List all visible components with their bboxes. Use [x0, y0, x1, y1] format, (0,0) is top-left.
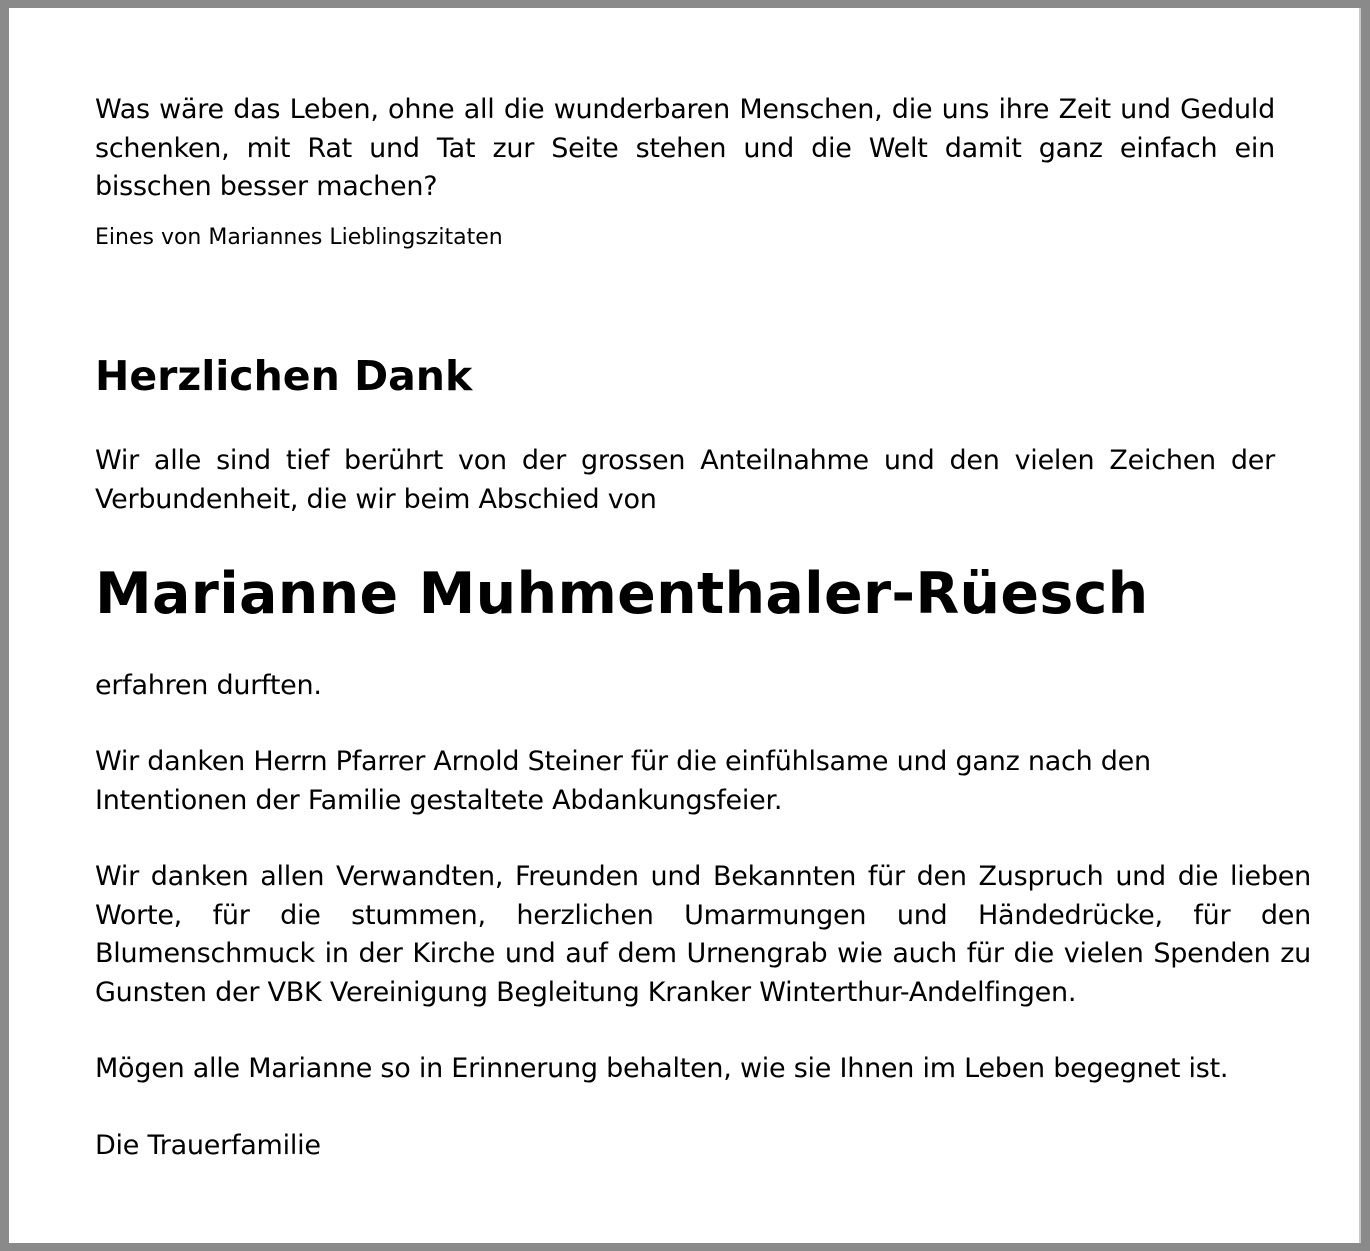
after-name-text: erfahren durften.	[95, 670, 322, 701]
closing-sentence: Mögen alle Marianne so in Erinnerung behalten, wie sie Ihnen im Leben begegnet ist.	[95, 1053, 1229, 1084]
thanks-pastor-paragraph: Wir danken Herrn Pfarrer Arnold Steiner für die einfühlsame und ganz nach den Intentionen der Familie gestaltete Abdankungsfeier.	[95, 746, 1151, 816]
intro-paragraph: Wir alle sind tief berührt von der grossen Anteilnahme und den vielen Zeichen der Verbundenheit, die wir beim Abschied von	[95, 445, 1275, 515]
quote-text: Was wäre das Leben, ohne all die wunderbaren Menschen, die uns ihre Zeit und Geduld schenken, mit Rat und Tat zur Seite stehen und die Welt damit ganz einfach ein bisschen besser machen?	[95, 94, 1275, 202]
thanks-all-paragraph: Wir danken allen Verwandten, Freunden und Bekannten für den Zuspruch und die lieben Worte, für die stummen, herzlichen Umarmungen und Händedrücke, für den Blumenschmuck in der Kirche und auf dem Urnengrab wie auch für die vielen Spenden zu Gunsten der VBK Vereinigung Begleitung Kranker Winterthur-Andelfingen.	[95, 861, 1311, 1008]
signature: Die Trauerfamilie	[95, 1130, 321, 1161]
thanks-heading: Herzlichen Dank	[95, 352, 473, 400]
deceased-name: Marianne Muhmenthaler-Rüesch	[95, 561, 1149, 627]
quote-source: Eines von Mariannes Lieblingszitaten	[95, 225, 503, 250]
